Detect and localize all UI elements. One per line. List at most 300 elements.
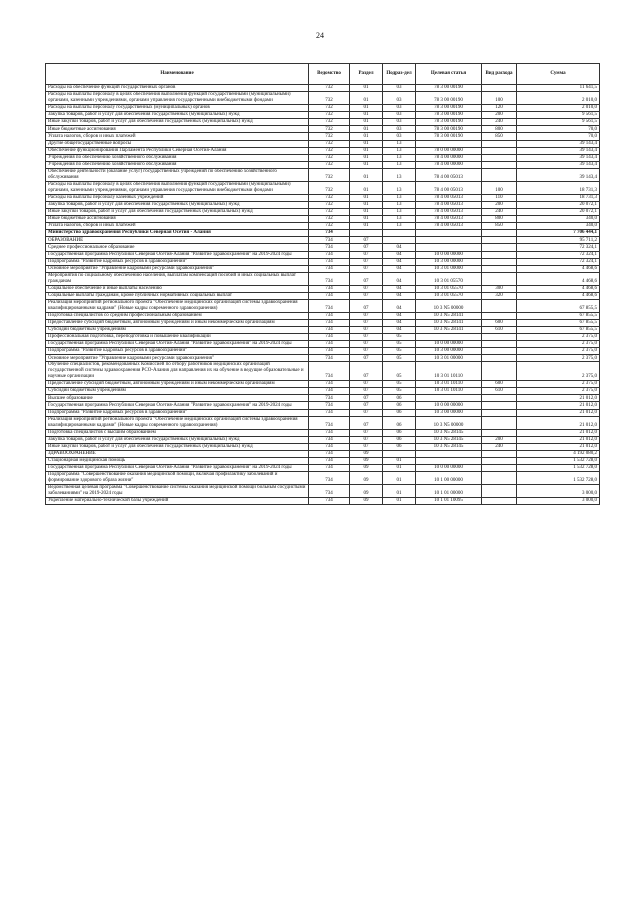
cell-subsection: 13 <box>383 181 416 194</box>
cell-target-article: 10 3 N5 00000 <box>416 299 482 312</box>
cell-name: Ведомственная целевая программа "Совершенствование системы оказания медицинской помощи больным сосудистыми заболеваниями" на 2019-2024 годы <box>46 485 309 498</box>
cell-subsection: 13 <box>383 216 416 223</box>
cell-name: Расходы на обеспечение функций государственных органов <box>46 85 309 92</box>
cell-section: 07 <box>350 292 383 299</box>
budget-table <box>45 63 600 505</box>
cell-department: 734 <box>309 443 350 450</box>
cell-section: 07 <box>350 429 383 436</box>
cell-department: 734 <box>309 285 350 292</box>
cell-name: Государственная программа Республики Северная Осетия-Алания "Развитие здравоохранения" на 2019-2024 годы <box>46 402 309 409</box>
cell-subsection: 06 <box>383 436 416 443</box>
cell-amount: 2 375,0 <box>517 355 600 362</box>
table-row <box>46 388 600 395</box>
cell-subsection: 05 <box>383 362 416 381</box>
cell-section: 07 <box>350 395 383 402</box>
cell-target-article: 78 4 00 05013 <box>416 181 482 194</box>
cell-department: 734 <box>309 416 350 429</box>
cell-section: 07 <box>350 409 383 416</box>
cell-target-article: 10 1 01 00000 <box>416 485 482 498</box>
cell-target-article: 78 0 00 00000 <box>416 147 482 154</box>
cell-subsection: 05 <box>383 355 416 362</box>
cell-department: 732 <box>309 168 350 181</box>
header-department: Ведомство <box>309 64 350 85</box>
cell-name: Государственная программа Республики Северная Осетия-Алания "Развитие здравоохранения" на 2019-2024 годы <box>46 341 309 348</box>
cell-expense-type: 600 <box>482 319 517 326</box>
cell-section: 09 <box>350 465 383 472</box>
cell-name: Иные бюджетные ассигнования <box>46 126 309 133</box>
cell-name: Подпрограмма "Развитие кадровых ресурсов в здравоохранении" <box>46 348 309 355</box>
cell-target-article: 10 3 00 00000 <box>416 409 482 416</box>
cell-section: 01 <box>350 147 383 154</box>
cell-section: 09 <box>350 472 383 485</box>
cell-target-article: 78 3 00 00190 <box>416 105 482 112</box>
cell-amount: 39 143,4 <box>517 168 600 181</box>
cell-department: 732 <box>309 201 350 208</box>
cell-expense-type: 300 <box>482 285 517 292</box>
cell-target-article: 10 3 01 05570 <box>416 292 482 299</box>
cell-section: 07 <box>350 319 383 326</box>
cell-subsection: 04 <box>383 326 416 333</box>
table-row <box>46 472 600 485</box>
cell-department: 734 <box>309 381 350 388</box>
cell-expense-type <box>482 251 517 258</box>
cell-name: Подпрограмма "Развитие кадровых ресурсов в здравоохранении" <box>46 258 309 265</box>
cell-subsection: 13 <box>383 168 416 181</box>
cell-expense-type: 600 <box>482 381 517 388</box>
cell-department: 732 <box>309 126 350 133</box>
cell-amount: 4 468,6 <box>517 285 600 292</box>
table-row <box>46 181 600 194</box>
cell-target-article: 10 0 00 00000 <box>416 251 482 258</box>
cell-expense-type: 110 <box>482 194 517 201</box>
cell-department: 734 <box>309 429 350 436</box>
cell-target-article <box>416 450 482 457</box>
cell-target-article <box>416 244 482 251</box>
cell-expense-type: 850 <box>482 223 517 230</box>
cell-amount: 1 532 728,0 <box>517 458 600 465</box>
cell-target-article: 10 3 01 10110 <box>416 362 482 381</box>
cell-department: 734 <box>309 348 350 355</box>
cell-expense-type <box>482 472 517 485</box>
cell-section: 07 <box>350 443 383 450</box>
cell-amount: 340,0 <box>517 223 600 230</box>
table-row <box>46 443 600 450</box>
cell-target-article: 78 4 00 00000 <box>416 161 482 168</box>
cell-target-article: 78 4 00 05013 <box>416 216 482 223</box>
cell-department: 734 <box>309 292 350 299</box>
cell-target-article: 10 3 N5 28141 <box>416 326 482 333</box>
cell-name: Профессиональная подготовка, переподготовка и повышение квалификации <box>46 334 309 341</box>
cell-expense-type: 100 <box>482 181 517 194</box>
cell-subsection: 01 <box>383 485 416 498</box>
cell-amount: 1 532 728,0 <box>517 465 600 472</box>
cell-target-article <box>416 395 482 402</box>
cell-target-article: 10 3 N5 28141 <box>416 312 482 319</box>
cell-section: 01 <box>350 161 383 168</box>
cell-section: 01 <box>350 223 383 230</box>
cell-name: Подпрограмма "Развитие кадровых ресурсов в здравоохранении" <box>46 409 309 416</box>
table-row <box>46 334 600 341</box>
cell-name: Подготовка специалистов со средним профессиональным образованием <box>46 312 309 319</box>
cell-expense-type: 610 <box>482 326 517 333</box>
cell-amount: 2 375,0 <box>517 348 600 355</box>
cell-amount: 9 561,5 <box>517 112 600 119</box>
cell-subsection <box>383 237 416 244</box>
cell-department: 734 <box>309 355 350 362</box>
cell-target-article: 78 3 00 00190 <box>416 126 482 133</box>
cell-name: Расходы на выплаты персоналу казенных учреждений <box>46 194 309 201</box>
cell-section: 07 <box>350 272 383 285</box>
table-row <box>46 292 600 299</box>
cell-expense-type <box>482 147 517 154</box>
cell-name: Учреждения по обеспечению хозяйственного обслуживания <box>46 154 309 161</box>
cell-expense-type <box>482 244 517 251</box>
cell-section: 07 <box>350 334 383 341</box>
cell-name: Расходы на выплаты персоналу в целях обеспечения выполнения функций государственными (муниципальными) органами, казенными учреждениями, органами управления государственными внебюджетными фондами <box>46 92 309 105</box>
table-row <box>46 402 600 409</box>
cell-department: 734 <box>309 237 350 244</box>
table-row <box>46 112 600 119</box>
cell-subsection: 04 <box>383 292 416 299</box>
table-row <box>46 348 600 355</box>
cell-name: Социальные выплаты гражданам, кроме публичных нормативных социальных выплат <box>46 292 309 299</box>
cell-subsection: 03 <box>383 85 416 92</box>
cell-subsection: 04 <box>383 244 416 251</box>
cell-expense-type <box>482 237 517 244</box>
cell-subsection: 04 <box>383 319 416 326</box>
cell-name: Расходы на выплаты персоналу в целях обеспечения выполнения функций государственными (муниципальными) органами, казенными учреждениями, органами управления государственными внебюджетными фондами <box>46 181 309 194</box>
cell-department: 734 <box>309 326 350 333</box>
cell-amount: 72 324,1 <box>517 244 600 251</box>
table-row <box>46 237 600 244</box>
cell-name: Основное мероприятие "Управление кадровыми ресурсами здравоохранения" <box>46 355 309 362</box>
cell-name: Уплата налогов, сборов и иных платежей <box>46 223 309 230</box>
cell-department: 734 <box>309 312 350 319</box>
cell-name: Государственная программа Республики Северная Осетия-Алания "Развитие здравоохранения" на 2019-2024 годы <box>46 251 309 258</box>
header-expense-type: Вид расхода <box>482 64 517 85</box>
cell-name: Обеспечение деятельности (оказание услуг) государственных учреждений по обеспечению хозяйственного обслуживания <box>46 168 309 181</box>
cell-subsection: 05 <box>383 341 416 348</box>
cell-expense-type <box>482 348 517 355</box>
cell-subsection <box>383 230 416 237</box>
header-target-article: Целевая статья <box>416 64 482 85</box>
cell-department: 732 <box>309 223 350 230</box>
cell-amount: 21 012,0 <box>517 436 600 443</box>
cell-department: 732 <box>309 181 350 194</box>
cell-expense-type <box>482 485 517 498</box>
cell-section: 01 <box>350 112 383 119</box>
cell-subsection: 06 <box>383 443 416 450</box>
cell-expense-type: 200 <box>482 201 517 208</box>
cell-department: 734 <box>309 465 350 472</box>
header-section: Раздел <box>350 64 383 85</box>
cell-target-article: 10 3 01 00000 <box>416 265 482 272</box>
cell-department: 732 <box>309 147 350 154</box>
cell-expense-type <box>482 458 517 465</box>
cell-target-article: 78 3 00 00190 <box>416 112 482 119</box>
table-row <box>46 126 600 133</box>
cell-target-article: 10 3 00 00000 <box>416 348 482 355</box>
cell-subsection: 01 <box>383 498 416 505</box>
cell-subsection: 13 <box>383 194 416 201</box>
cell-name: Учреждения по обеспечению хозяйственного обслуживания <box>46 161 309 168</box>
table-row <box>46 485 600 498</box>
cell-name: Иные бюджетные ассигнования <box>46 216 309 223</box>
cell-amount: 72 324,1 <box>517 258 600 265</box>
cell-name: Иные закупки товаров, работ и услуг для обеспечения государственных (муниципальных) нужд <box>46 443 309 450</box>
cell-name: Социальное обеспечение и иные выплаты населению <box>46 285 309 292</box>
cell-amount: 20 072,1 <box>517 208 600 215</box>
cell-subsection: 03 <box>383 92 416 105</box>
cell-subsection: 04 <box>383 299 416 312</box>
cell-name: Реализация мероприятий регионального проекта "Обеспечение медицинских организаций системы здравоохранения квалифицированными кадрами" (Новые кадры современного здравоохранения) <box>46 416 309 429</box>
cell-subsection: 13 <box>383 147 416 154</box>
page-number: 24 <box>316 31 324 40</box>
cell-target-article: 10 3 N5 28145 <box>416 429 482 436</box>
cell-amount: 39 143,4 <box>517 140 600 147</box>
cell-expense-type <box>482 154 517 161</box>
cell-amount: 20 072,1 <box>517 201 600 208</box>
cell-section: 07 <box>350 416 383 429</box>
cell-section: 07 <box>350 244 383 251</box>
table-row <box>46 409 600 416</box>
cell-target-article: 10 3 N5 00000 <box>416 416 482 429</box>
cell-subsection: 13 <box>383 161 416 168</box>
table-row <box>46 319 600 326</box>
cell-department: 734 <box>309 450 350 457</box>
cell-amount: 39 143,4 <box>517 154 600 161</box>
cell-expense-type: 200 <box>482 436 517 443</box>
cell-target-article: 78 4 00 05013 <box>416 194 482 201</box>
cell-department: 734 <box>309 334 350 341</box>
cell-department: 734 <box>309 458 350 465</box>
cell-amount: 7 706 444,1 <box>517 230 600 237</box>
cell-department: 734 <box>309 362 350 381</box>
table-row <box>46 465 600 472</box>
cell-department: 734 <box>309 341 350 348</box>
cell-amount: 18 731,3 <box>517 194 600 201</box>
cell-target-article: 78 3 00 00190 <box>416 85 482 92</box>
cell-target-article <box>416 237 482 244</box>
cell-expense-type <box>482 429 517 436</box>
cell-section: 01 <box>350 126 383 133</box>
cell-department: 732 <box>309 208 350 215</box>
cell-amount: 3 000,0 <box>517 498 600 505</box>
cell-subsection: 06 <box>383 402 416 409</box>
cell-amount: 21 012,0 <box>517 416 600 429</box>
table-row <box>46 140 600 147</box>
cell-amount: 9 561,5 <box>517 119 600 126</box>
table-row <box>46 92 600 105</box>
cell-name: Подпрограмма "Совершенствование оказания медицинской помощи, включая профилактику заболеваний и формирование здорового образа жизни" <box>46 472 309 485</box>
cell-subsection: 13 <box>383 208 416 215</box>
cell-department: 734 <box>309 409 350 416</box>
cell-name: Предоставление субсидий бюджетным, автономным учреждениям и иным некоммерческим организациям <box>46 319 309 326</box>
cell-target-article: 10 3 N5 28145 <box>416 436 482 443</box>
cell-target-article: 10 3 01 00000 <box>416 355 482 362</box>
cell-amount: 11 641,5 <box>517 85 600 92</box>
cell-expense-type <box>482 265 517 272</box>
cell-expense-type: 850 <box>482 133 517 140</box>
cell-department: 732 <box>309 161 350 168</box>
cell-subsection: 03 <box>383 119 416 126</box>
cell-section: 01 <box>350 92 383 105</box>
cell-section: 01 <box>350 119 383 126</box>
cell-subsection: 03 <box>383 133 416 140</box>
cell-section: 07 <box>350 341 383 348</box>
cell-expense-type: 240 <box>482 443 517 450</box>
cell-target-article: 10 3 01 10110 <box>416 388 482 395</box>
cell-expense-type <box>482 272 517 285</box>
cell-name: Укрепление материально-технической базы учреждений <box>46 498 309 505</box>
cell-subsection: 06 <box>383 429 416 436</box>
cell-subsection <box>383 450 416 457</box>
cell-department: 732 <box>309 92 350 105</box>
cell-department: 734 <box>309 299 350 312</box>
cell-target-article: 78 4 00 05013 <box>416 201 482 208</box>
cell-subsection: 01 <box>383 465 416 472</box>
cell-subsection: 04 <box>383 285 416 292</box>
cell-target-article: 78 4 00 05013 <box>416 208 482 215</box>
cell-department: 732 <box>309 119 350 126</box>
cell-expense-type <box>482 161 517 168</box>
cell-department: 732 <box>309 112 350 119</box>
cell-expense-type: 200 <box>482 112 517 119</box>
cell-department: 732 <box>309 85 350 92</box>
table-row <box>46 244 600 251</box>
cell-name: ОБРАЗОВАНИЕ <box>46 237 309 244</box>
cell-department: 732 <box>309 133 350 140</box>
cell-amount: 2 010,0 <box>517 92 600 105</box>
table-row <box>46 201 600 208</box>
cell-amount: 2 010,0 <box>517 105 600 112</box>
cell-target-article: 78 3 00 00190 <box>416 119 482 126</box>
table-row <box>46 326 600 333</box>
cell-amount: 2 375,0 <box>517 341 600 348</box>
cell-expense-type <box>482 409 517 416</box>
cell-department: 732 <box>309 154 350 161</box>
cell-section: 07 <box>350 355 383 362</box>
cell-expense-type: 320 <box>482 292 517 299</box>
cell-department: 734 <box>309 265 350 272</box>
cell-section: 01 <box>350 168 383 181</box>
header-name: Наименование <box>46 64 309 85</box>
cell-department: 734 <box>309 485 350 498</box>
cell-department: 734 <box>309 472 350 485</box>
cell-section: 01 <box>350 85 383 92</box>
cell-name: Закупка товаров, работ и услуг для обеспечения государственных (муниципальных) нужд <box>46 201 309 208</box>
cell-subsection: 05 <box>383 348 416 355</box>
cell-department: 734 <box>309 388 350 395</box>
cell-section: 07 <box>350 251 383 258</box>
cell-target-article: 10 3 00 00000 <box>416 258 482 265</box>
cell-target-article <box>416 458 482 465</box>
cell-section: 09 <box>350 458 383 465</box>
table-row <box>46 161 600 168</box>
cell-department: 732 <box>309 216 350 223</box>
cell-expense-type <box>482 450 517 457</box>
table-body <box>46 85 600 505</box>
cell-amount: 340,0 <box>517 216 600 223</box>
cell-subsection: 05 <box>383 381 416 388</box>
cell-section: 07 <box>350 381 383 388</box>
cell-name: Государственная программа Республики Северная Осетия-Алания "Развитие здравоохранения" на 2019-2024 годы <box>46 465 309 472</box>
cell-subsection: 04 <box>383 251 416 258</box>
cell-amount: 21 012,0 <box>517 429 600 436</box>
cell-expense-type: 100 <box>482 92 517 105</box>
cell-amount: 70,0 <box>517 133 600 140</box>
cell-section: 07 <box>350 285 383 292</box>
cell-section: 07 <box>350 312 383 319</box>
table-row <box>46 147 600 154</box>
cell-name: Реализация мероприятий регионального проекта "Обеспечение медицинских организаций системы здравоохранения квалифицированными кадрами" (Новые кадры современного здравоохранения) <box>46 299 309 312</box>
table-row <box>46 272 600 285</box>
cell-section: 09 <box>350 450 383 457</box>
table-row <box>46 429 600 436</box>
cell-section: 07 <box>350 388 383 395</box>
cell-subsection: 06 <box>383 416 416 429</box>
cell-section: 07 <box>350 362 383 381</box>
table-header-row <box>46 64 600 85</box>
cell-amount: 67 855,5 <box>517 319 600 326</box>
cell-name: Обучение специалистов, рекомендованных Комиссией по отбору работников медицинских организаций государственной системы здравоохранения РСО-Алания для направления их на обучение в ведущие образовательные и научные организации <box>46 362 309 381</box>
cell-amount: 4 468,6 <box>517 265 600 272</box>
cell-amount: 3 000,0 <box>517 485 600 498</box>
cell-section: 01 <box>350 216 383 223</box>
cell-section: 07 <box>350 237 383 244</box>
cell-subsection: 01 <box>383 472 416 485</box>
cell-name: Закупка товаров, работ и услуг для обеспечения государственных (муниципальных) нужд <box>46 436 309 443</box>
table-row <box>46 223 600 230</box>
cell-section: 01 <box>350 201 383 208</box>
table-row <box>46 285 600 292</box>
table-row <box>46 216 600 223</box>
cell-amount: 67 855,5 <box>517 299 600 312</box>
cell-name: Подготовка специалистов с высшим образованием <box>46 429 309 436</box>
table-row <box>46 208 600 215</box>
cell-subsection: 05 <box>383 334 416 341</box>
cell-department: 734 <box>309 272 350 285</box>
cell-amount: 39 143,4 <box>517 147 600 154</box>
cell-target-article <box>416 140 482 147</box>
cell-target-article: 10 0 00 00000 <box>416 465 482 472</box>
cell-expense-type <box>482 395 517 402</box>
cell-expense-type <box>482 312 517 319</box>
cell-expense-type <box>482 362 517 381</box>
cell-amount: 70,0 <box>517 126 600 133</box>
cell-section: 01 <box>350 105 383 112</box>
cell-target-article: 10 3 01 05570 <box>416 272 482 285</box>
cell-amount: 39 143,4 <box>517 161 600 168</box>
cell-subsection: 03 <box>383 112 416 119</box>
table-row <box>46 362 600 381</box>
cell-target-article: 10 0 00 00000 <box>416 341 482 348</box>
table-row <box>46 133 600 140</box>
cell-target-article: 10 3 N5 28145 <box>416 443 482 450</box>
cell-department: 732 <box>309 194 350 201</box>
cell-expense-type <box>482 334 517 341</box>
table-row <box>46 355 600 362</box>
table-row <box>46 251 600 258</box>
cell-subsection: 03 <box>383 105 416 112</box>
table-row <box>46 265 600 272</box>
cell-section <box>350 230 383 237</box>
cell-name: Уплата налогов, сборов и иных платежей <box>46 133 309 140</box>
cell-department: 734 <box>309 230 350 237</box>
cell-target-article: 78 4 00 05013 <box>416 168 482 181</box>
cell-section: 07 <box>350 265 383 272</box>
cell-department: 734 <box>309 258 350 265</box>
